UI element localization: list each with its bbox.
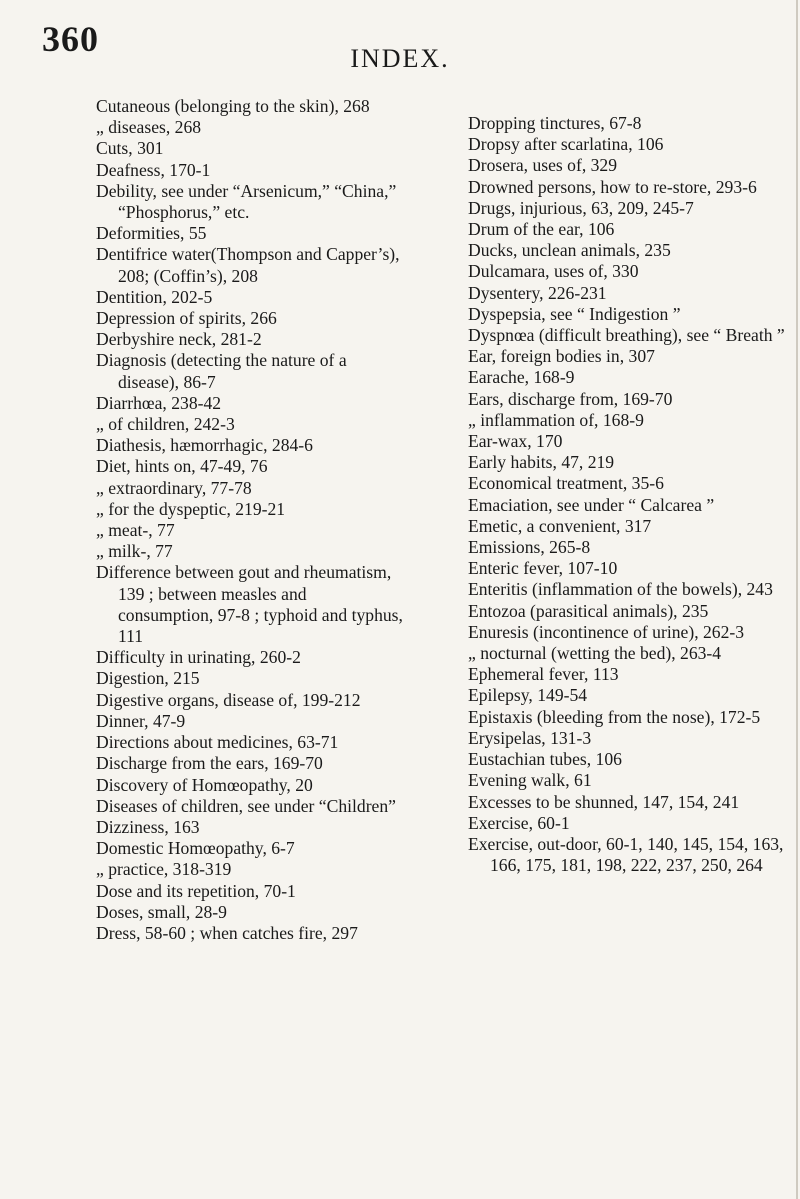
index-entry: Diathesis, hæmorrhagic, 284-6 (96, 435, 313, 456)
index-entry: Ducks, unclean animals, 235 (468, 240, 671, 261)
index-entry: Debility, see under “Arsenicum,” “China,” “Phosphorus,” etc. (96, 180, 397, 223)
index-entry: Excesses to be shunned, 147, 154, 241 (468, 791, 740, 812)
index-entry: Erysipelas, 131-3 (468, 727, 592, 748)
index-entry: Domestic Homœopathy, 6-7 (96, 838, 295, 859)
index-entry: Diagnosis (detecting the nature of a disease), 86-7 (96, 350, 347, 392)
index-entry: Doses, small, 28-9 (96, 901, 227, 922)
index-column-right (468, 113, 798, 876)
index-entry: Eustachian tubes, 106 (468, 749, 622, 770)
index-entry: Ear-wax, 170 (468, 431, 563, 452)
index-entry: „ milk-, 77 (96, 541, 173, 562)
index-entry: Earache, 168-9 (468, 367, 575, 388)
index-entry: Derbyshire neck, 281-2 (96, 329, 262, 350)
index-entry: Discovery of Homœopathy, 20 (96, 774, 313, 795)
index-entry: „ inflammation of, 168-9 (468, 409, 644, 430)
index-entry: Entozoa (parasitical animals), 235 (468, 600, 709, 621)
index-entry: Early habits, 47, 219 (468, 452, 615, 473)
index-entry: Digestive organs, disease of, 199-212 (96, 689, 361, 710)
index-column-left (96, 96, 406, 944)
index-entry: Enteritis (inflammation of the bowels), 243 (468, 579, 773, 600)
index-entry: Ephemeral fever, 113 (468, 664, 619, 685)
index-entry: Dropsy after scarlatina, 106 (468, 134, 664, 155)
index-entry: Dyspnœa (difficult breathing), see “ Breath ” (468, 325, 785, 346)
index-entry: Deafness, 170-1 (96, 159, 211, 180)
index-entry: Emaciation, see under “ Calcarea ” (468, 494, 715, 515)
index-entry: Emetic, a convenient, 317 (468, 515, 652, 536)
index-entry: Enuresis (incontinence of urine), 262-3 (468, 621, 745, 642)
index-entry: Enteric fever, 107-10 (468, 558, 618, 579)
index-entry: Dinner, 47-9 (96, 710, 186, 731)
index-entry: Diarrhœa, 238-42 (96, 392, 222, 413)
index-entry: Cuts, 301 (96, 138, 164, 159)
index-entry: Difference between gout and rheumatism, 139 ; between measles and consumption, 97-8 ; typhoid and typhus, 111 (96, 562, 403, 647)
index-entry: Drosera, uses of, 329 (468, 155, 618, 176)
index-entry: Discharge from the ears, 169-70 (96, 753, 323, 774)
index-entry: Diet, hints on, 47-49, 76 (96, 456, 268, 477)
index-entry: Dose and its repetition, 70-1 (96, 880, 296, 901)
index-entry: Diseases of children, see under “Children” (96, 795, 396, 816)
index-entry: „ diseases, 268 (96, 117, 202, 138)
page-number: 360 (42, 19, 99, 59)
index-entry: Cutaneous (belonging to the skin), 268 (96, 96, 370, 116)
index-entry: Evening walk, 61 (468, 770, 592, 791)
index-entry: Digestion, 215 (96, 668, 200, 689)
index-entry: Directions about medicines, 63-71 (96, 732, 339, 753)
index-entry: Epilepsy, 149-54 (468, 685, 588, 706)
index-entry: Drugs, injurious, 63, 209, 245-7 (468, 197, 694, 218)
index-entry: „ extraordinary, 77-78 (96, 477, 252, 498)
index-entry: Dyspepsia, see “ Indigestion ” (468, 303, 681, 324)
index-entry: Drowned persons, how to re-store, 293-6 (468, 176, 757, 197)
index-entry: Emissions, 265-8 (468, 537, 591, 558)
index-entry: Dulcamara, uses of, 330 (468, 261, 639, 282)
index-entry: Deformities, 55 (96, 223, 207, 244)
index-entry: Dentifrice water(Thompson and Capper’s), 208; (Coffin’s), 208 (96, 244, 400, 286)
index-entry: Exercise, out-door, 60-1, 140, 145, 154, 163, 166, 175, 181, 198, 222, 237, 250, 264 (468, 833, 784, 876)
index-entry: Dentition, 202-5 (96, 286, 213, 307)
index-entry: Ears, discharge from, 169-70 (468, 388, 673, 409)
index-entry: Economical treatment, 35-6 (468, 473, 664, 494)
index-entry: Difficulty in urinating, 260-2 (96, 647, 301, 668)
index-entry: Exercise, 60-1 (468, 812, 570, 833)
index-entry: Dress, 58-60 ; when catches fire, 297 (96, 922, 358, 943)
index-entry: Epistaxis (bleeding from the nose), 172-5 (468, 706, 761, 727)
index-entry: „ of children, 242-3 (96, 414, 235, 435)
running-head: INDEX. (350, 44, 450, 73)
index-entry: „ nocturnal (wetting the bed), 263-4 (468, 643, 722, 664)
index-entry: Dropping tinctures, 67-8 (468, 113, 642, 133)
index-entry: Depression of spirits, 266 (96, 308, 277, 329)
index-entry: Dizziness, 163 (96, 816, 200, 837)
index-entry: Dysentery, 226-231 (468, 282, 607, 303)
index-entry: Drum of the ear, 106 (468, 219, 615, 240)
index-entry: „ for the dyspeptic, 219-21 (96, 498, 286, 519)
index-entry: „ meat-, 77 (96, 520, 175, 541)
index-entry: Ear, foreign bodies in, 307 (468, 346, 655, 367)
index-entry: „ practice, 318-319 (96, 859, 232, 880)
